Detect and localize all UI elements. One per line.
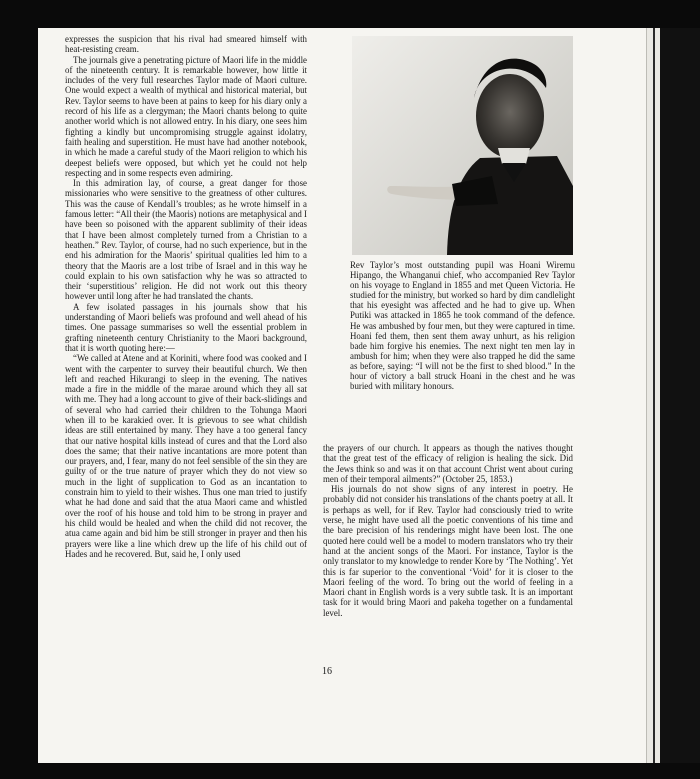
binding-strip — [660, 28, 700, 763]
paragraph: the prayers of our church. It appears as though the natives thought that the great test of the efficacy of religion is healing the sick. Did the Jews think so and was it on that account Christ went about curing men of their temporal ailments?” (October 25, 1853.) — [323, 443, 573, 484]
photo-caption: Rev Taylor’s most outstanding pupil was Hoani Wiremu Hipango, the Whanganui chief, who accompanied Rev Taylor on his voyage to England in 1855 and met Queen Victoria. He studied for the ministry, but worked so hard by dim candlelight that his eyesight was affected and he had to give up. When Putiki was attacked in 1865 he took command of the defence. He was ambushed by four men, but they were captured in time. Hoani fed them, then sent them away unhurt, as his religion bade him forgive his enemies. The next night ten men lay in ambush for him; when they were also trapped he did the same as before, saying: “I will not be the first to shed blood.” In the hour of victory a ball struck Hoani in the chest and he was buried with military honours. — [350, 260, 576, 392]
paragraph: In this admiration lay, of course, a great danger for those missionaries who were sensitive to the greatness of other cultures. This was the cause of Kendall’s troubles; as he wrote himself in a famous letter: “All their (the Maoris) notions are metaphysical and I have been so poisoned with the apparent sublimity of their ideas that I have been almost completely turned from a Christian to a heathen.” Rev. Taylor, of course, had no such experience, but in the end his admiration for the Maoris’ spiritual qualities led him to a theory that the Maoris are a lost tribe of Israel and in this way he could explain to his own satisfaction why he was so attracted to their ‘superstitious’ religion. He did not work out this theory however until long after he had translated the chants. — [65, 178, 308, 302]
right-column — [323, 443, 573, 618]
paragraph: His journals do not show signs of any interest in poetry. He probably did not consider his translations of the chants poetry at all. It is perhaps as well, for if Rev. Taylor had consciously tried to write verse, he might have used all the poetic conventions of his time and the bare precision of his renderings might have been lost. The one quoted here could well be a model to modern translators who try their hand at the ancient songs of the Maori. For instance, Taylor is the only translator to my knowledge to render Kore by ‘The Nothing’. Yet this is far superior to the conventional ‘Void’ for it is closer to the Maori feeling of the word. To bring out the world of feeling in a Maori chant in English words is a very subtle task. It is an important task for it would bring Maori and pakeha together on a fundamental level. — [323, 484, 573, 618]
paragraph: expresses the suspicion that his rival had smeared himself with heat-resisting cream. — [65, 34, 307, 55]
paragraph: “We called at Atene and at Koriniti, where food was cooked and I went with the carpenter to survey their beautiful church. We then left and reached Hikurangi to sleep in the evening. The natives made a fire in the middle of the marae around which they all sat with me. They had a long account to give of their back-slidings and of several who had carried their children to the Tohunga Maori when ill to be karakied over. It is grievous to see what childish ideas are still entertained by many. They have a too general fancy that our native hospital kills instead of cures and that the Lord also does the same; that their native incantations are more potent than our prayers, and, I fear, many do not feel sensible of the sin they are guilty of or the true nature of prayer which they do not view so much in the light of supplication to God as an incantation to constrain him to yield to their wishes. Thus one man tried to justify what he had done and said that the atua Maori came and whistled over the roof of his house and told him to be strong in prayer and his child would be healed and when the child did not recover, the atua came again and bid him be still stronger in prayer and then his prayers were like a line which drew up the life of his child out of Hades and he recovered. But, said he, I only used — [65, 353, 307, 559]
page-gutter — [646, 28, 661, 763]
page-number: 16 — [322, 666, 332, 677]
portrait-photo — [352, 36, 573, 255]
left-column — [65, 34, 307, 559]
portrait-illustration — [352, 36, 573, 255]
binding-edge — [653, 28, 655, 763]
paragraph: A few isolated passages in his journals show that his understanding of Maori beliefs was profound and well ahead of his times. One passage summarises so well the essential problem in grafting nineteenth century Christianity to the Maori background, that it is worth quoting here:— — [65, 301, 307, 353]
paragraph: The journals give a penetrating picture of Maori life in the middle of the nineteenth century. It is remarkable however, how little it includes of the very full researches Taylor made of Maori culture. One would expect a wealth of mythical and historical material, but Rev. Taylor seems to have been at pains to keep for his diary only a record of his life as a clergyman; the Maori chants belong to quite another world which is not allowed entry. In his diary, one sees him fighting a kindly but uncompromising struggle against idolatry, faith healing and superstition. He must have had another notebook, in which he made a careful study of the Maori religion to which his deepest beliefs were opposed, but which yet he could not help respecting and in some respects even admiring. — [65, 54, 307, 178]
